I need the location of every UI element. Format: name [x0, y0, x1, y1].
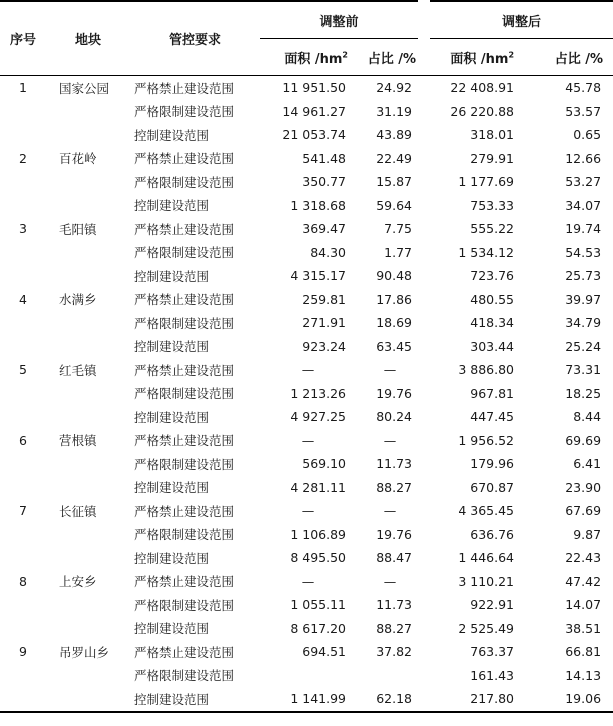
after-area: 418.34	[470, 315, 515, 331]
row-index	[0, 523, 46, 547]
after-area: 1 446.64	[458, 550, 515, 566]
row-index	[0, 405, 46, 429]
after-ratio: 45.78	[565, 80, 602, 96]
before-ratio: 11.73	[376, 597, 413, 613]
row-requirement: 严格禁止建设范围	[134, 503, 235, 519]
before-ratio: 59.64	[376, 197, 413, 213]
row-requirement: 控制建设范围	[130, 687, 260, 712]
after-area: 26 220.88	[450, 103, 515, 119]
row-index	[0, 382, 46, 406]
after-ratio: 6.41	[573, 456, 602, 472]
before-ratio: 37.82	[376, 644, 413, 660]
table-row	[0, 358, 613, 382]
before-area: 569.10	[302, 456, 346, 472]
row-requirement: 严格限制建设范围	[134, 597, 235, 613]
row-requirement: 控制建设范围	[134, 550, 210, 566]
row-location	[46, 546, 130, 570]
row-location	[46, 311, 130, 335]
row-location	[46, 382, 130, 406]
before-ratio: 18.69	[376, 315, 413, 331]
row-requirement: 控制建设范围	[134, 621, 210, 637]
row-index: 2	[19, 150, 27, 166]
before-area: 11 951.50	[282, 80, 346, 96]
table-row	[0, 405, 613, 429]
after-area: 217.80	[424, 687, 524, 712]
table-row	[0, 311, 613, 335]
after-area: 179.96	[470, 456, 515, 472]
before-area: 1 055.11	[290, 597, 346, 613]
after-area: 480.55	[470, 291, 515, 307]
after-ratio: 54.53	[565, 244, 602, 260]
row-requirement: 严格限制建设范围	[134, 174, 235, 190]
row-requirement: 严格禁止建设范围	[134, 433, 235, 449]
row-location	[46, 405, 130, 429]
before-ratio: 90.48	[376, 268, 413, 284]
after-area: 1 956.52	[458, 432, 515, 448]
row-location	[46, 335, 130, 359]
before-ratio: 43.89	[376, 127, 413, 143]
table-row	[0, 640, 613, 664]
before-ratio: —	[383, 503, 397, 519]
table-row	[0, 664, 613, 688]
header-after-ratio: 占比 /%	[524, 39, 613, 76]
before-area: 350.77	[302, 174, 346, 190]
table-row	[0, 523, 613, 547]
row-location	[46, 194, 130, 218]
header-before-area: 面积 $/hm^2$	[260, 39, 356, 76]
before-ratio: 15.87	[376, 174, 413, 190]
row-requirement: 严格限制建设范围	[134, 245, 235, 261]
row-requirement: 严格限制建设范围	[134, 668, 235, 684]
row-requirement: 严格禁止建设范围	[134, 151, 235, 167]
row-index: 8	[19, 573, 27, 589]
header-before: 调整前	[260, 1, 424, 39]
before-area: 4 315.17	[290, 268, 346, 284]
after-area: 723.76	[470, 268, 515, 284]
table-row	[0, 288, 613, 312]
after-ratio: 9.87	[573, 526, 602, 542]
row-index	[0, 335, 46, 359]
row-location	[46, 687, 130, 712]
table-row	[0, 76, 613, 100]
row-requirement: 严格限制建设范围	[134, 104, 235, 120]
row-index	[0, 687, 46, 712]
before-area: 694.51	[302, 644, 346, 660]
header-requirement: 管控要求	[130, 1, 260, 76]
row-index	[0, 593, 46, 617]
row-index: 5	[19, 362, 27, 378]
before-ratio: 1.77	[384, 244, 413, 260]
table-row	[0, 593, 613, 617]
table-row	[0, 499, 613, 523]
table-row	[0, 194, 613, 218]
table-row	[0, 476, 613, 500]
before-ratio: 19.76	[376, 526, 413, 542]
row-index	[0, 311, 46, 335]
row-location: 国家公园	[59, 80, 110, 96]
before-area: —	[301, 573, 315, 589]
after-ratio: 67.69	[565, 503, 602, 519]
before-ratio: 88.47	[376, 550, 413, 566]
after-area: 303.44	[470, 338, 515, 354]
before-ratio: —	[383, 432, 397, 448]
before-area	[260, 664, 356, 688]
row-location: 吊罗山乡	[59, 644, 110, 660]
before-ratio: 11.73	[376, 456, 413, 472]
before-area: 14 961.27	[282, 103, 346, 119]
row-requirement: 控制建设范围	[134, 127, 210, 143]
before-ratio: 19.76	[376, 385, 413, 401]
table-row	[0, 546, 613, 570]
before-ratio	[356, 664, 424, 688]
row-location	[46, 100, 130, 124]
row-location: 百花岭	[59, 151, 97, 167]
row-index	[0, 476, 46, 500]
table-row	[0, 452, 613, 476]
after-ratio: 22.43	[565, 550, 602, 566]
after-ratio: 34.79	[565, 315, 602, 331]
row-location	[46, 476, 130, 500]
after-ratio: 25.73	[565, 268, 602, 284]
before-area: 271.91	[302, 315, 346, 331]
row-requirement: 控制建设范围	[134, 268, 210, 284]
before-ratio: 17.86	[376, 291, 413, 307]
row-requirement: 严格禁止建设范围	[134, 574, 235, 590]
after-area: 922.91	[470, 597, 515, 613]
row-location	[46, 593, 130, 617]
after-ratio: 53.27	[565, 174, 602, 190]
row-location	[46, 452, 130, 476]
row-location: 水满乡	[59, 292, 97, 308]
row-requirement: 严格禁止建设范围	[134, 362, 235, 378]
after-ratio: 19.06	[524, 687, 613, 712]
row-requirement: 控制建设范围	[134, 198, 210, 214]
before-ratio: 7.75	[384, 221, 413, 237]
before-area: 8 495.50	[290, 550, 346, 566]
after-ratio: 66.81	[565, 644, 602, 660]
after-area: 161.43	[470, 667, 515, 683]
before-ratio: 80.24	[376, 409, 413, 425]
table-row	[0, 123, 613, 147]
table-row	[0, 570, 613, 594]
before-area: 1 141.99	[260, 687, 356, 712]
table-row	[0, 241, 613, 265]
after-area: 555.22	[470, 221, 515, 237]
row-requirement: 控制建设范围	[134, 339, 210, 355]
row-index	[0, 123, 46, 147]
row-index	[0, 100, 46, 124]
before-ratio: 63.45	[376, 338, 413, 354]
row-location	[46, 170, 130, 194]
after-ratio: 8.44	[573, 409, 602, 425]
table-row	[0, 170, 613, 194]
row-location: 毛阳镇	[59, 221, 97, 237]
after-ratio: 25.24	[565, 338, 602, 354]
before-area: 8 617.20	[290, 620, 346, 636]
after-ratio: 38.51	[565, 620, 602, 636]
row-index	[0, 664, 46, 688]
after-ratio: 14.13	[565, 667, 602, 683]
after-area: 279.91	[470, 150, 515, 166]
before-area: 541.48	[302, 150, 346, 166]
table-row	[0, 335, 613, 359]
before-ratio: 88.27	[376, 620, 413, 636]
after-area: 3 886.80	[458, 362, 515, 378]
before-area: 4 927.25	[290, 409, 346, 425]
row-requirement: 控制建设范围	[134, 480, 210, 496]
header-before-ratio: 占比 /%	[356, 39, 424, 76]
row-index	[0, 170, 46, 194]
row-requirement: 严格禁止建设范围	[134, 644, 235, 660]
after-ratio: 73.31	[565, 362, 602, 378]
after-ratio: 12.66	[565, 150, 602, 166]
before-area: 4 281.11	[290, 479, 346, 495]
row-location	[46, 664, 130, 688]
before-area: 369.47	[302, 221, 346, 237]
row-index	[0, 264, 46, 288]
after-area: 22 408.91	[450, 80, 515, 96]
after-area: 4 365.45	[458, 503, 515, 519]
row-location: 营根镇	[59, 433, 97, 449]
row-requirement: 严格禁止建设范围	[134, 292, 235, 308]
after-area: 967.81	[470, 385, 515, 401]
table-row	[0, 100, 613, 124]
row-location: 上安乡	[59, 574, 97, 590]
row-requirement: 控制建设范围	[134, 409, 210, 425]
row-location	[46, 523, 130, 547]
row-location: 红毛镇	[59, 362, 97, 378]
header-location: 地块	[46, 1, 130, 76]
table-row	[0, 264, 613, 288]
after-area: 3 110.21	[458, 573, 515, 589]
after-ratio: 14.07	[565, 597, 602, 613]
before-ratio: 62.18	[356, 687, 424, 712]
after-ratio: 39.97	[565, 291, 602, 307]
table-row	[0, 147, 613, 171]
row-location	[46, 617, 130, 641]
row-requirement: 严格限制建设范围	[134, 386, 235, 402]
after-area: 636.76	[470, 526, 515, 542]
row-index: 1	[19, 80, 27, 96]
row-index: 4	[19, 291, 27, 307]
before-ratio: —	[383, 362, 397, 378]
before-area: —	[301, 432, 315, 448]
row-requirement: 严格限制建设范围	[134, 456, 235, 472]
header-after-area: 面积 $/hm^2$	[424, 39, 524, 76]
table-row	[0, 382, 613, 406]
row-index: 7	[19, 503, 27, 519]
row-location	[46, 123, 130, 147]
row-index: 6	[19, 432, 27, 448]
row-requirement: 严格限制建设范围	[134, 315, 235, 331]
header-after: 调整后	[424, 1, 613, 39]
row-index	[0, 194, 46, 218]
before-ratio: 22.49	[376, 150, 413, 166]
row-index: 3	[19, 221, 27, 237]
before-area: 923.24	[302, 338, 346, 354]
before-area: 1 106.89	[290, 526, 346, 542]
row-index	[0, 241, 46, 265]
before-area: —	[301, 362, 315, 378]
row-location	[46, 264, 130, 288]
row-location	[46, 241, 130, 265]
header-index: 序号	[0, 1, 46, 76]
table-row	[0, 429, 613, 453]
after-ratio: 0.65	[573, 127, 602, 143]
before-area: —	[301, 503, 315, 519]
after-area: 1 534.12	[458, 244, 515, 260]
row-requirement: 严格禁止建设范围	[134, 80, 235, 96]
after-ratio: 34.07	[565, 197, 602, 213]
row-requirement: 严格禁止建设范围	[134, 221, 235, 237]
after-ratio: 47.42	[565, 573, 602, 589]
after-area: 670.87	[470, 479, 515, 495]
row-index: 9	[19, 644, 27, 660]
after-ratio: 18.25	[565, 385, 602, 401]
before-ratio: 24.92	[376, 80, 413, 96]
before-ratio: 31.19	[376, 103, 413, 119]
before-area: 259.81	[302, 291, 346, 307]
before-area: 1 213.26	[290, 385, 346, 401]
row-location: 长征镇	[59, 503, 97, 519]
after-ratio: 69.69	[565, 432, 602, 448]
table-row	[0, 687, 613, 712]
before-area: 21 053.74	[282, 127, 346, 143]
table-row	[0, 617, 613, 641]
row-requirement: 严格限制建设范围	[134, 527, 235, 543]
after-area: 2 525.49	[458, 620, 515, 636]
after-ratio: 53.57	[565, 103, 602, 119]
after-area: 447.45	[470, 409, 515, 425]
before-area: 84.30	[310, 244, 346, 260]
after-area: 753.33	[470, 197, 515, 213]
after-area: 318.01	[470, 127, 515, 143]
before-ratio: 88.27	[376, 479, 413, 495]
after-ratio: 23.90	[565, 479, 602, 495]
before-ratio: —	[383, 573, 397, 589]
after-ratio: 19.74	[565, 221, 602, 237]
table-row	[0, 217, 613, 241]
row-index	[0, 452, 46, 476]
row-index	[0, 546, 46, 570]
after-area: 1 177.69	[458, 174, 515, 190]
row-index	[0, 617, 46, 641]
before-area: 1 318.68	[290, 197, 346, 213]
after-area: 763.37	[470, 644, 515, 660]
